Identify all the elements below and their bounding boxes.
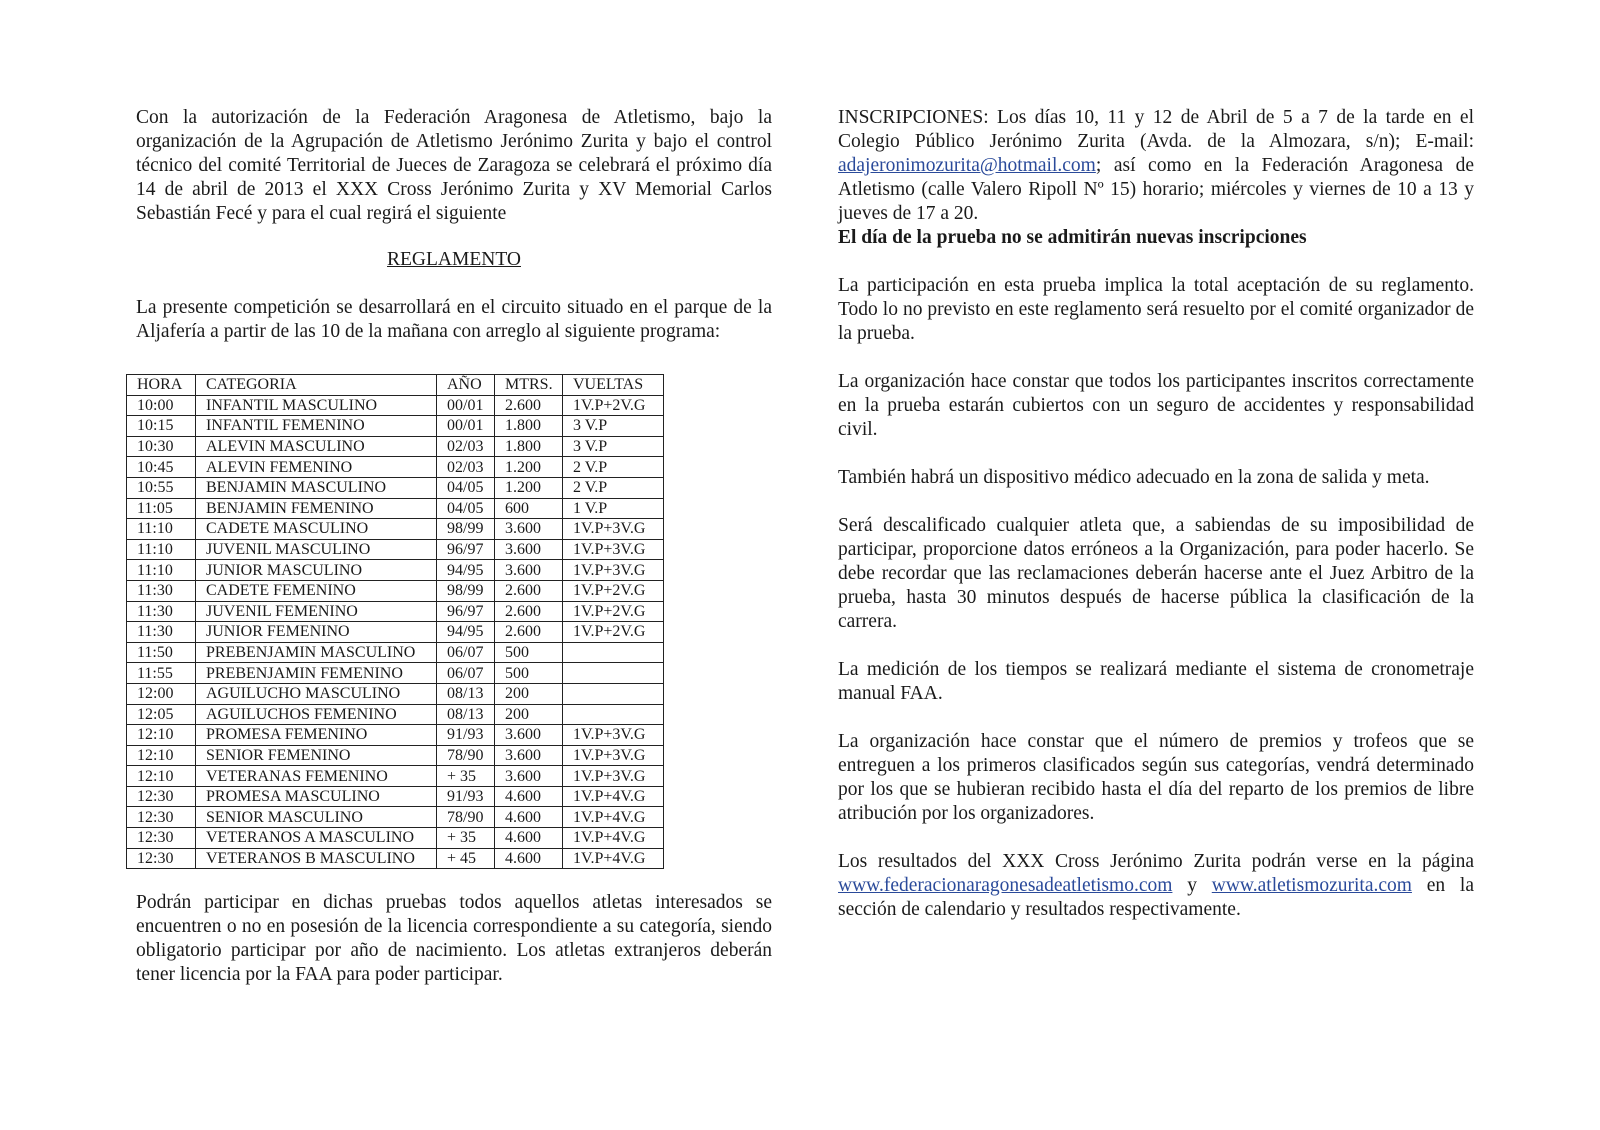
cell-mtrs: 3.600 [495,745,563,766]
header-hora: HORA [127,375,196,396]
cell-vueltas: 1V.P+2V.G [563,622,664,643]
cell-hora: 10:55 [127,477,196,498]
inscripciones-text-after: ; así como en la Federación Aragonesa de Atletismo (calle Valero Ripoll Nº 15) horario; miércoles y viernes de 10 a 13 y jueves de 17 a 20. [838,155,1474,224]
insurance-paragraph: La organización hace constar que todos los participantes inscritos correctamente en la prueba estarán cubiertos con un seguro de accidentes y responsabilidad civil. [838,371,1474,440]
cell-mtrs: 1.200 [495,457,563,478]
cell-ano: 04/05 [437,498,495,519]
cell-hora: 12:30 [127,828,196,849]
cell-categoria: BENJAMIN FEMENINO [196,498,437,519]
cell-mtrs: 600 [495,498,563,519]
left-column [136,106,772,987]
cell-categoria: PROMESA MASCULINO [196,786,437,807]
cell-vueltas: 1V.P+3V.G [563,766,664,787]
cell-ano: 96/97 [437,539,495,560]
cell-mtrs: 1.800 [495,416,563,437]
cell-vueltas: 3 V.P [563,416,664,437]
cell-mtrs: 2.600 [495,580,563,601]
cell-mtrs: 500 [495,663,563,684]
table-row [127,622,664,643]
cell-categoria: JUVENIL FEMENINO [196,601,437,622]
disqualification-paragraph: Será descalificado cualquier atleta que, a sabiendas de su imposibilidad de participar, proporcione datos erróneos a la Organización, para poder hacerlo. Se debe recordar que las reclamaciones deberán hacerse ante el Juez Arbitro de la prueba, hasta 30 minutos después de hacerse pública la clasificación de la carrera. [838,515,1474,632]
inscripciones-notice: El día de la prueba no se admitirán nuevas inscripciones [838,227,1307,248]
participation-paragraph: Podrán participar en dichas pruebas todos aquellos atletas interesados se encuentren o no en posesión de la licencia correspondiente a su categoría, siendo obligatorio participar por año de nacimiento. Los atletas extranjeros deberán tener licencia por la FAA para poder participar. [136,892,772,986]
cell-mtrs: 4.600 [495,828,563,849]
cell-vueltas: 2 V.P [563,477,664,498]
cell-hora: 12:30 [127,807,196,828]
cell-ano: + 35 [437,828,495,849]
cell-vueltas: 1V.P+2V.G [563,580,664,601]
cell-hora: 12:30 [127,848,196,869]
cell-categoria: VETERANOS B MASCULINO [196,848,437,869]
cell-mtrs: 4.600 [495,848,563,869]
cell-mtrs: 3.600 [495,539,563,560]
header-categoria: CATEGORIA [196,375,437,396]
cell-hora: 11:55 [127,663,196,684]
table-header-row [127,375,664,396]
cell-hora: 10:00 [127,395,196,416]
program-table-body [127,395,664,869]
cell-hora: 11:50 [127,642,196,663]
cell-vueltas: 1V.P+4V.G [563,807,664,828]
cell-hora: 11:30 [127,580,196,601]
cell-ano: 94/95 [437,560,495,581]
table-row [127,580,664,601]
cell-vueltas [563,683,664,704]
cell-ano: 96/97 [437,601,495,622]
cell-hora: 11:10 [127,539,196,560]
cell-categoria: CADETE FEMENINO [196,580,437,601]
cell-vueltas: 1V.P+4V.G [563,848,664,869]
cell-mtrs: 500 [495,642,563,663]
cell-vueltas: 2 V.P [563,457,664,478]
federation-link[interactable]: www.federacionaragonesadeatletismo.com [838,875,1173,896]
cell-mtrs: 1.200 [495,477,563,498]
cell-hora: 11:30 [127,601,196,622]
inscripciones-text: INSCRIPCIONES: Los días 10, 11 y 12 de Abril de 5 a 7 de la tarde en el Colegio Público Jerónimo Zurita (Avda. de la Almozara, s/n); E-mail: [838,107,1474,152]
cell-mtrs: 3.600 [495,725,563,746]
cell-vueltas: 1V.P+3V.G [563,745,664,766]
right-column [838,106,1474,922]
table-row [127,477,664,498]
cell-mtrs: 2.600 [495,601,563,622]
cell-hora: 11:05 [127,498,196,519]
table-row [127,601,664,622]
cell-categoria: AGUILUCHO MASCULINO [196,683,437,704]
cell-categoria: JUVENIL MASCULINO [196,539,437,560]
cell-categoria: BENJAMIN MASCULINO [196,477,437,498]
cell-mtrs: 3.600 [495,519,563,540]
cell-categoria: CADETE MASCULINO [196,519,437,540]
table-row [127,725,664,746]
cell-vueltas [563,642,664,663]
results-text: Los resultados del XXX Cross Jerónimo Zurita podrán verse en la página [838,851,1474,872]
cell-vueltas: 1V.P+3V.G [563,560,664,581]
header-vueltas: VUELTAS [563,375,664,396]
table-row [127,704,664,725]
header-mtrs: MTRS. [495,375,563,396]
cell-categoria: JUNIOR FEMENINO [196,622,437,643]
cell-ano: 06/07 [437,663,495,684]
intro-paragraph: Con la autorización de la Federación Aragonesa de Atletismo, bajo la organización de la Agrupación de Atletismo Jerónimo Zurita y bajo el control técnico del comité Territorial de Jueces de Zaragoza se celebrará el próximo día 14 de abril de 2013 el XXX Cross Jerónimo Zurita y XV Memorial Carlos Sebastián Fecé y para el cual regirá el siguiente [136,107,772,224]
cell-ano: 08/13 [437,683,495,704]
header-ano: AÑO [437,375,495,396]
cell-categoria: SENIOR MASCULINO [196,807,437,828]
cell-mtrs: 4.600 [495,786,563,807]
cell-mtrs: 200 [495,704,563,725]
cell-ano: 06/07 [437,642,495,663]
cell-ano: + 45 [437,848,495,869]
cell-categoria: INFANTIL MASCULINO [196,395,437,416]
cell-hora: 12:10 [127,745,196,766]
table-row [127,395,664,416]
cell-hora: 12:05 [127,704,196,725]
cell-vueltas: 1V.P+4V.G [563,828,664,849]
cell-ano: 02/03 [437,457,495,478]
cell-mtrs: 2.600 [495,622,563,643]
cell-ano: 98/99 [437,580,495,601]
cell-mtrs: 2.600 [495,395,563,416]
table-row [127,766,664,787]
table-row [127,663,664,684]
cell-hora: 11:10 [127,560,196,581]
cell-categoria: AGUILUCHOS FEMENINO [196,704,437,725]
cell-ano: 91/93 [437,786,495,807]
cell-ano: 78/90 [437,807,495,828]
cell-vueltas: 3 V.P [563,436,664,457]
cell-ano: 94/95 [437,622,495,643]
cell-ano: 78/90 [437,745,495,766]
table-row [127,416,664,437]
cell-vueltas: 1V.P+4V.G [563,786,664,807]
cell-ano: 98/99 [437,519,495,540]
regulation-title: REGLAMENTO [387,249,521,270]
cell-mtrs: 4.600 [495,807,563,828]
medical-paragraph: También habrá un dispositivo médico adecuado en la zona de salida y meta. [838,467,1430,488]
table-row [127,539,664,560]
cell-vueltas: 1V.P+3V.G [563,725,664,746]
cell-ano: 02/03 [437,436,495,457]
cell-ano: 08/13 [437,704,495,725]
cell-hora: 12:10 [127,766,196,787]
cell-mtrs: 3.600 [495,766,563,787]
cell-hora: 12:00 [127,683,196,704]
table-row [127,683,664,704]
results-text-mid: y [1172,875,1212,896]
cell-categoria: ALEVIN MASCULINO [196,436,437,457]
table-row [127,498,664,519]
cell-hora: 11:10 [127,519,196,540]
cell-ano: + 35 [437,766,495,787]
cell-vueltas: 1V.P+2V.G [563,395,664,416]
cell-hora: 11:30 [127,622,196,643]
cell-vueltas: 1V.P+3V.G [563,519,664,540]
table-row [127,560,664,581]
cell-categoria: VETERANAS FEMENINO [196,766,437,787]
cell-mtrs: 1.800 [495,436,563,457]
table-row [127,436,664,457]
acceptance-paragraph: La participación en esta prueba implica la total aceptación de su reglamento. Todo lo no previsto en este reglamento será resuelto por el comité organizador de la prueba. [838,275,1474,344]
club-link[interactable]: www.atletismozurita.com [1211,875,1412,896]
cell-categoria: PREBENJAMIN FEMENINO [196,663,437,684]
table-row [127,745,664,766]
table-row [127,848,664,869]
program-intro-paragraph: La presente competición se desarrollará en el circuito situado en el parque de la Aljafería a partir de las 10 de la mañana con arreglo al siguiente programa: [136,297,772,342]
program-table [126,374,664,869]
results-text-after: en la sección de calendario y resultados respectivamente. [838,875,1475,920]
table-row [127,786,664,807]
cell-categoria: PROMESA FEMENINO [196,725,437,746]
cell-hora: 12:30 [127,786,196,807]
cell-categoria: JUNIOR MASCULINO [196,560,437,581]
table-row [127,519,664,540]
inscripciones-paragraph [838,106,1474,226]
results-paragraph [838,850,1474,922]
table-row [127,807,664,828]
cell-vueltas: 1V.P+2V.G [563,601,664,622]
cell-categoria: INFANTIL FEMENINO [196,416,437,437]
cell-hora: 10:30 [127,436,196,457]
table-row [127,828,664,849]
cell-categoria: SENIOR FEMENINO [196,745,437,766]
timing-paragraph: La medición de los tiempos se realizará mediante el sistema de cronometraje manual FAA. [838,659,1474,704]
cell-vueltas: 1V.P+3V.G [563,539,664,560]
cell-vueltas: 1 V.P [563,498,664,519]
cell-vueltas [563,704,664,725]
cell-categoria: VETERANOS A MASCULINO [196,828,437,849]
table-row [127,457,664,478]
cell-hora: 12:10 [127,725,196,746]
cell-ano: 91/93 [437,725,495,746]
cell-hora: 10:45 [127,457,196,478]
email-link[interactable]: adajeronimozurita@hotmail.com [838,155,1096,176]
cell-vueltas [563,663,664,684]
cell-ano: 04/05 [437,477,495,498]
cell-mtrs: 3.600 [495,560,563,581]
cell-hora: 10:15 [127,416,196,437]
cell-ano: 00/01 [437,416,495,437]
cell-categoria: PREBENJAMIN MASCULINO [196,642,437,663]
cell-mtrs: 200 [495,683,563,704]
prizes-paragraph: La organización hace constar que el número de premios y trofeos que se entreguen a los primeros clasificados según sus categorías, vendrá determinado por los que se hubieran recibido hasta el día del reparto de los premios de libre atribución por los organizadores. [838,731,1474,824]
cell-categoria: ALEVIN FEMENINO [196,457,437,478]
table-row [127,642,664,663]
cell-ano: 00/01 [437,395,495,416]
